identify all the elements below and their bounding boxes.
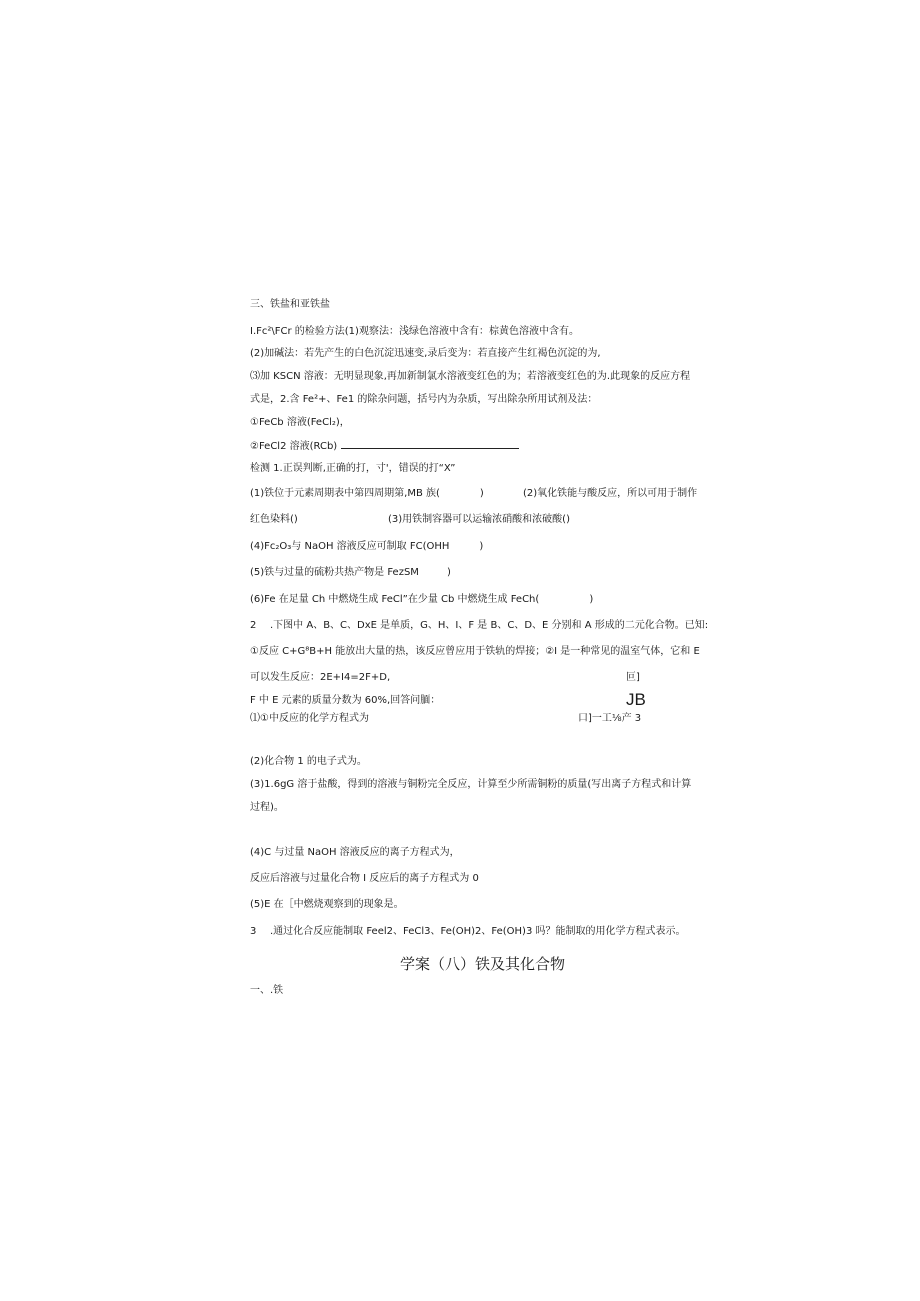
problem-2-line-2: ①反应 C+G⁸B+H 能放出大量的热，该反应曾应用于铁轨的焊接；②I 是一种常见的温室气体，它和 E — [250, 646, 700, 657]
problem-2-sub-2: (2)化合物 1 的电子式为。 — [250, 756, 367, 767]
question-4-text: (4)Fc₂O₃与 NaOH 溶液反应可制取 FC(OHH — [250, 541, 450, 552]
problem-3-text: .通过化合反应能制取 Feel2、FeCl3、Fe(OH)2、Fe(OH)3 吗？能制取的用化学方程式表示。 — [270, 926, 686, 937]
problem-3-number: 3 — [250, 926, 257, 937]
question-6-row — [250, 593, 593, 607]
problem-2-sub-3: (3)1.6gG 溶于盐酸，得到的溶液与铜粉完全反应，计算至少所需铜粉的质量(写出离子方程式和计算 — [250, 779, 692, 790]
question-4-row — [250, 540, 483, 554]
question-1-text: (1)铁位于元素周期表中第四周期第,MB 族( — [250, 488, 440, 499]
question-3-text: (3)用铁制容器可以运输浓硝酸和浓破酸() — [388, 514, 570, 525]
problem-2-figure-text: 口]一工⅛产 3 — [578, 713, 642, 724]
paragraph-impurity-removal: 式是，2.含 Fe²+、Fe1 的除杂问题，括号内为杂质，写出除杂所用试剂及法： — [250, 394, 598, 405]
problem-2-figure-label: 叵] — [626, 672, 640, 683]
question-1-close: ) — [479, 488, 484, 499]
problem-2-figure-jb: JB — [626, 690, 646, 709]
item-fecl3-solution: ①FeCb 溶液(FeCl₂)， — [250, 417, 350, 428]
paragraph-detection-methods: I.Fc²\FCr 的检验方法(1)观察法：浅绿色溶液中含有：棕黄色溶液中含有。 — [250, 326, 579, 337]
section-title: 三、铁盐和亚铁盐 — [250, 299, 330, 310]
paragraph-kscn-method: ⑶加 KSCN 溶液：无明显现象,再加新制氯水溶液变红色的为；若溶液变红色的为.此现象的反应方程 — [250, 371, 691, 382]
question-2-cont-text: 红色染料( — [250, 514, 294, 525]
item-fecl2-solution — [250, 439, 519, 454]
problem-2-line-4: F 中 E 元素的质量分数为 60%,回答问腼： — [250, 695, 441, 706]
question-5-row — [250, 566, 451, 580]
problem-2-sub-3-cont: 过程)。 — [250, 802, 284, 813]
question-2-continued — [250, 513, 298, 527]
item-fecl2-label: ②FeCl2 溶液(RCb) — [250, 441, 338, 452]
check-title: 检测 1.正误判断,正确的打，寸'，错误的打“X” — [250, 463, 456, 474]
question-2-close: ) — [293, 514, 298, 525]
problem-2-sub-1: ⑴①中反应的化学方程式为 — [250, 713, 369, 724]
problem-2-sub-5: (5)E 在［中燃烧观察到的现象是。 — [250, 899, 404, 910]
question-2-text: (2)氧化铁能与酸反应，所以可用于制作 — [523, 488, 698, 499]
problem-2-sub-4: (4)C 与过量 NaOH 溶液反应的离子方程式为， — [250, 847, 460, 858]
section-one-heading: 一、.铁 — [250, 985, 284, 996]
paragraph-alkali-method: (2)加碱法：若先产生的白色沉淀迅速变,录后变为：若直接产生红褐色沉淀的为, — [250, 348, 601, 359]
question-1-row — [250, 487, 484, 501]
question-6-text: (6)Fe 在足量 Ch 中燃烧生成 FeCl”在少量 Cb 中燃烧生成 FeCh( — [250, 594, 540, 605]
problem-2-text: .下图中 A、B、C、DxE 是单质，G、H、I、F 是 B、C、D、E 分别和 A 形成的二元化合物。已知: — [270, 620, 709, 631]
question-5-close: ) — [446, 567, 451, 578]
problem-2-line-3: 可以发生反应：2E+I4=2F+D, — [250, 672, 391, 683]
question-6-close: ) — [589, 594, 594, 605]
answer-blank-line — [341, 439, 519, 449]
question-4-close: ) — [479, 541, 484, 552]
question-5-text: (5)铁与过量的硫粉共热产物是 FezSM — [250, 567, 419, 578]
document-title: 学案（八）铁及其化合物 — [400, 955, 566, 973]
problem-2-number: 2 — [250, 620, 257, 631]
problem-2-sub-4-cont: 反应后溶液与过量化合物 I 反应后的离子方程式为 0 — [250, 873, 479, 884]
